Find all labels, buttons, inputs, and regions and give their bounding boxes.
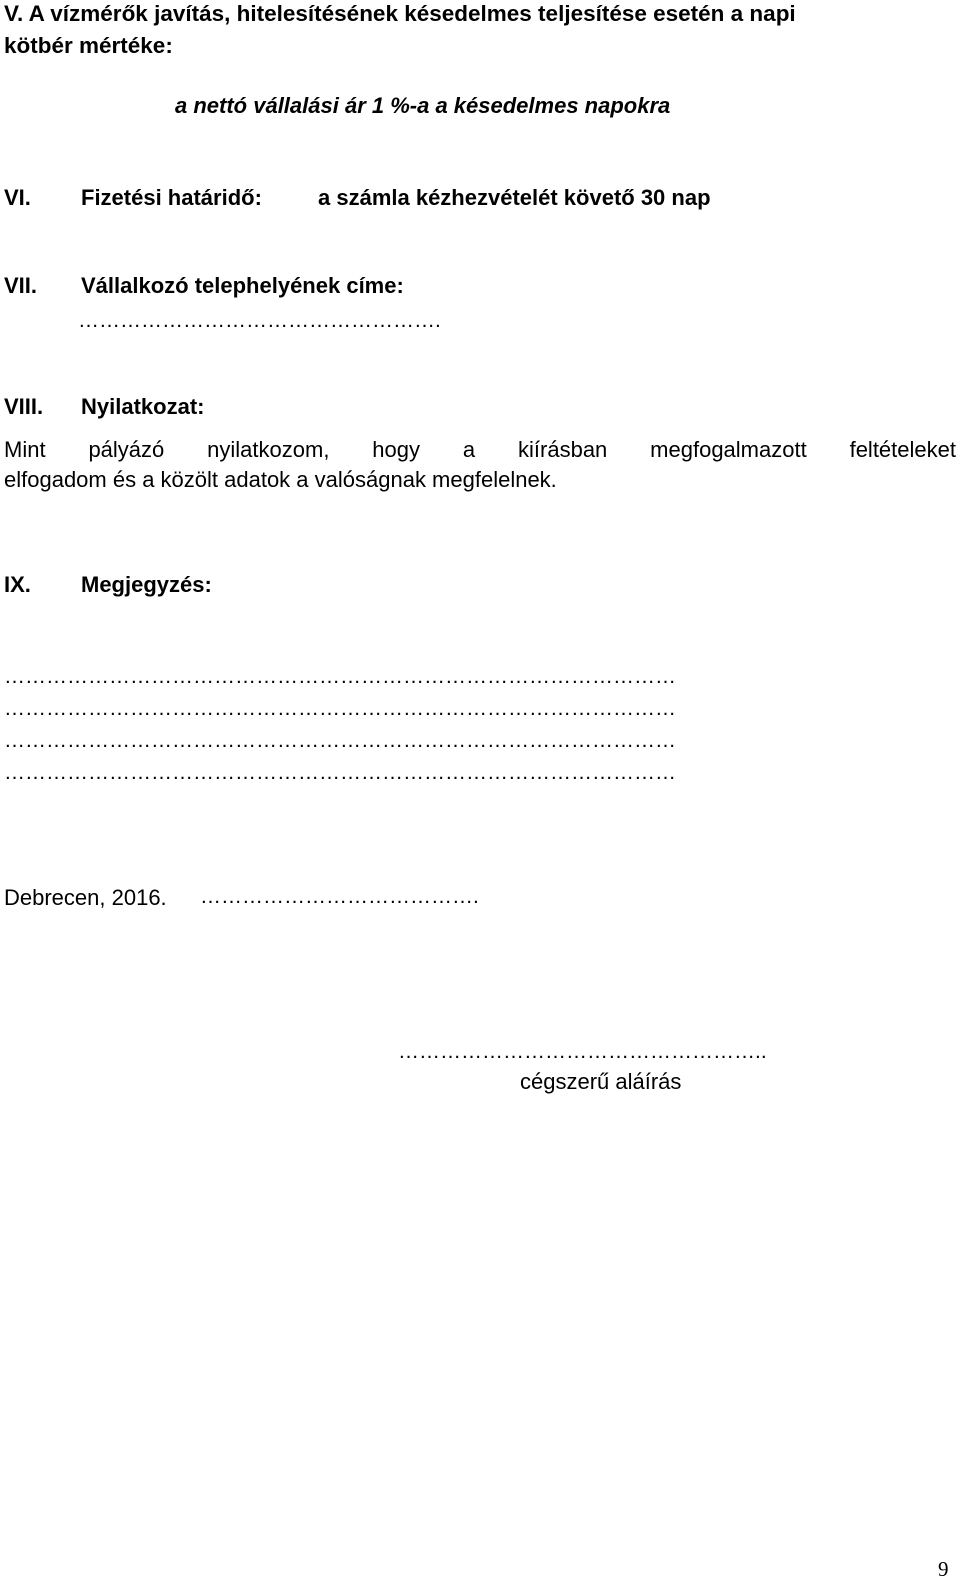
remark-dot-line-4: …………………………………………………………………………………… xyxy=(4,761,676,784)
place-date-text: Debrecen, 2016. xyxy=(4,885,167,910)
section-viii-label: Nyilatkozat: xyxy=(81,394,205,419)
section-v-value: a nettó vállalási ár 1 %-a a késedelmes napokra xyxy=(175,93,671,118)
section-vii-number: VII. xyxy=(4,273,38,298)
signature-label: cégszerű aláírás xyxy=(520,1069,682,1094)
section-vi-value: a számla kézhezvételét követő 30 nap xyxy=(318,185,711,210)
section-v-title-line2: kötbér mértéke: xyxy=(4,33,173,58)
section-vi-number: VI. xyxy=(4,185,31,210)
date-dots: …………………………………. xyxy=(200,885,479,908)
declaration-line2: elfogadom és a közölt adatok a valóságnak megfelelnek. xyxy=(4,467,557,492)
section-viii-number: VIII. xyxy=(4,394,44,419)
page-number: 9 xyxy=(938,1557,949,1581)
remark-dot-line-1: …………………………………………………………………………………… xyxy=(4,665,676,688)
section-ix-label: Megjegyzés: xyxy=(81,572,212,597)
signature-dots: …………………………………………….. xyxy=(398,1040,767,1063)
section-ix-number: IX. xyxy=(4,572,31,597)
remark-dot-line-3: …………………………………………………………………………………… xyxy=(4,729,676,752)
declaration-line1: Mint pályázó nyilatkozom, hogy a kiírásban megfogalmazott feltételeket xyxy=(4,437,956,462)
section-v-title-line1: V. A vízmérők javítás, hitelesítésének késedelmes teljesítése esetén a napi xyxy=(4,1,796,26)
section-vii-label: Vállalkozó telephelyének címe: xyxy=(81,273,404,298)
remark-dot-line-2: …………………………………………………………………………………… xyxy=(4,697,676,720)
section-vi-label: Fizetési határidő: xyxy=(81,185,262,210)
section-vii-address-dots: ……………………………………………. xyxy=(78,309,441,332)
